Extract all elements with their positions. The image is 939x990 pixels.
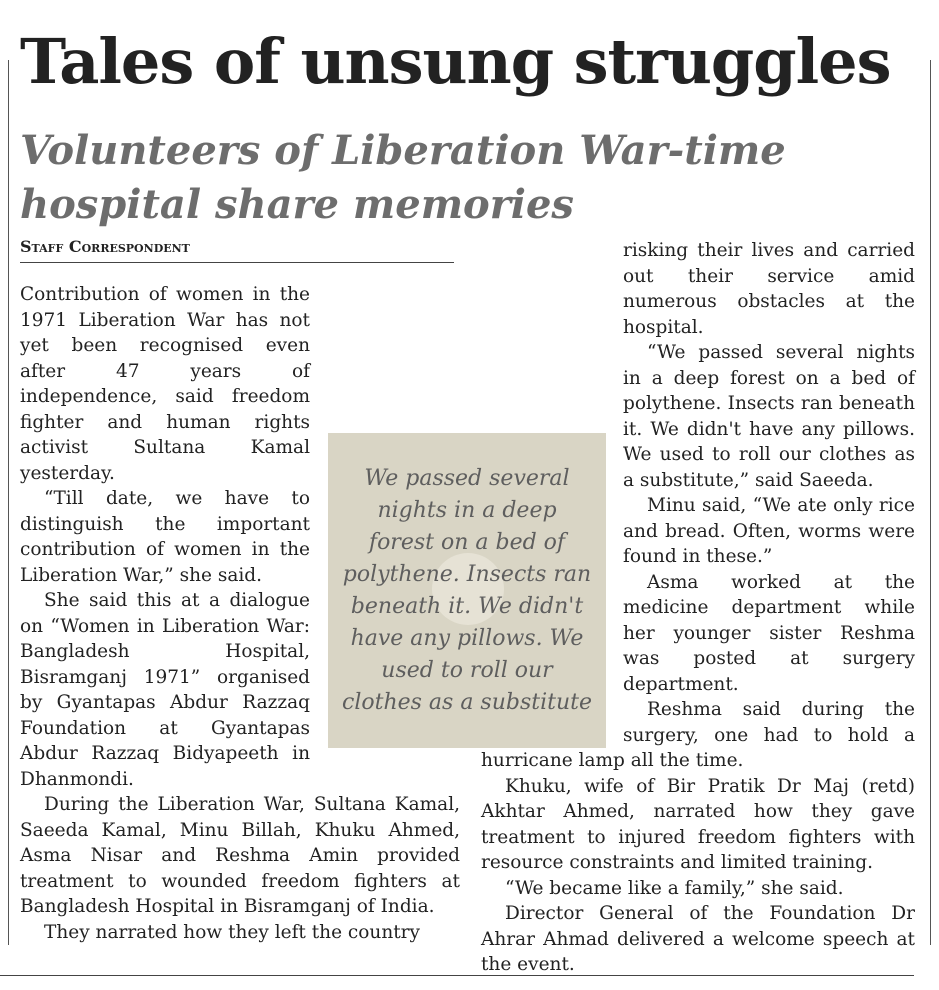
paragraph: Asma worked at the medicine department while her younger sister Reshma was posted at surgery department. <box>623 571 915 695</box>
bottom-rule <box>0 975 914 976</box>
paragraph: risking their lives and carried out their service amid numerous obstacles at the hospital. <box>623 240 915 338</box>
column-frame-right <box>930 60 931 945</box>
paragraph: They narrated how they left the country <box>44 921 420 943</box>
column-frame-left <box>8 60 9 945</box>
subheadline: Volunteers of Liberation War-time hospital share memories <box>20 127 786 228</box>
paragraph: “We passed several nights in a deep forest on a bed of polythene. Insects ran beneath it. We didn't have any pillows. We used to roll our clothes as a substitute,” said Saeeda. <box>623 342 915 491</box>
paragraph: “Till date, we have to distinguish the important contribution of women in the Liberation War,” she said. <box>20 488 310 586</box>
paragraph: Khuku, wife of Bir Pratik Dr Maj (retd) Akhtar Ahmed, narrated how they gave treatment to injured freedom fighters with resource constraints and limited training. <box>481 775 915 873</box>
paragraph: Director General of the Foundation Dr Ahrar Ahmad delivered a welcome speech at the event. <box>481 903 915 975</box>
headline: Tales of unsung struggles <box>20 25 891 98</box>
paragraph: She said this at a dialogue on “Women in Liberation War: Bangladesh Hospital, Bisramganj 1971” organised by Gyantapas Abdur Razzaq Foundation at Gyantapas Abdur Razzaq Bidyapeeth in Dhanmondi. <box>20 590 310 790</box>
byline: Staff Correspondent <box>20 237 454 263</box>
pullquote-box <box>328 433 606 748</box>
pullquote-text: We passed several nights in a deep forest on a bed of polythene. Insects ran beneath it. We didn't have any pillows. We used to roll our clothes as a substitute <box>342 465 593 715</box>
paragraph: During the Liberation War, Sultana Kamal, Saeeda Kamal, Minu Billah, Khuku Ahmed, Asma Nisar and Reshma Amin provided treatment to wounded freedom fighters at Bangladesh Hospital in Bisramganj of India. <box>20 794 460 917</box>
paragraph: Contribution of women in the 1971 Liberation War has not yet been recognised even after 47 years of independence, said freedom fighter and human rights activist Sultana Kamal yesterday. <box>20 284 310 484</box>
paragraph: Minu said, “We ate only rice and bread. Often, worms were found in these.” <box>623 495 915 567</box>
paragraph: “We became like a family,” she said. <box>505 877 844 899</box>
paragraph: Reshma said during the surgery, one had to hold a hurricane lamp all the time. <box>481 699 915 771</box>
